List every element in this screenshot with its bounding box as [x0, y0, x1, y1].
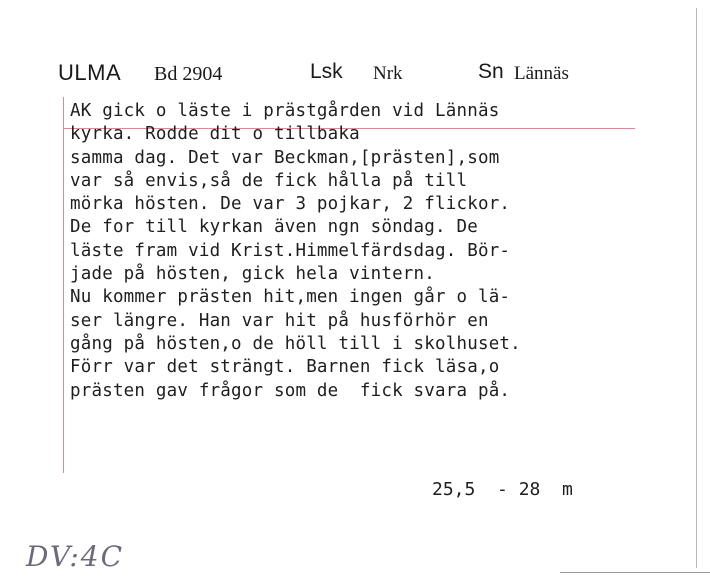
parish-label: Sn [478, 60, 504, 83]
archive-name: ULMA [58, 60, 122, 85]
volume-number: Bd 2904 [154, 63, 223, 85]
text-line: De for till kyrkan även ngn söndag. De [70, 217, 478, 238]
text-line: gång på hösten,o de höll till i skolhuset. [70, 333, 521, 354]
card-edge-bottom [560, 572, 710, 573]
recording-measurement: 25,5 - 28 m [432, 479, 573, 500]
text-line: läste fram vid Krist.Himmelfärdsdag. Bör- [70, 240, 511, 261]
text-line: Nu kommer prästen hit,men ingen går o lä- [70, 287, 511, 308]
text-line: mörka hösten. De var 3 pojkar, 2 flickor. [70, 194, 511, 215]
parish-value: Lännäs [514, 63, 569, 84]
text-line: jade på hösten, gick hela vintern. [70, 264, 436, 285]
typed-record-text [70, 100, 670, 403]
text-line: Förr var det strängt. Barnen fick läsa,o [70, 357, 500, 378]
card-header [0, 60, 700, 90]
province-value: Nrk [373, 63, 403, 84]
margin-rule [63, 97, 64, 473]
text-line: ser längre. Han var hit på husförhör en [70, 310, 489, 331]
text-line: AK gick o läste i prästgården vid Lännäs [70, 101, 500, 121]
handwritten-catalog-note: DV:4C [26, 540, 125, 573]
province-label: Lsk [310, 60, 343, 83]
text-line: prästen gav frågor som de fick svara på. [70, 380, 511, 401]
text-line: samma dag. Det var Beckman,[prästen],som [70, 147, 500, 168]
card-edge-right [696, 8, 697, 568]
text-line: var så envis,så de fick hålla på till [70, 170, 468, 191]
text-line: kyrka. Rodde dit o tillbaka [70, 124, 360, 145]
